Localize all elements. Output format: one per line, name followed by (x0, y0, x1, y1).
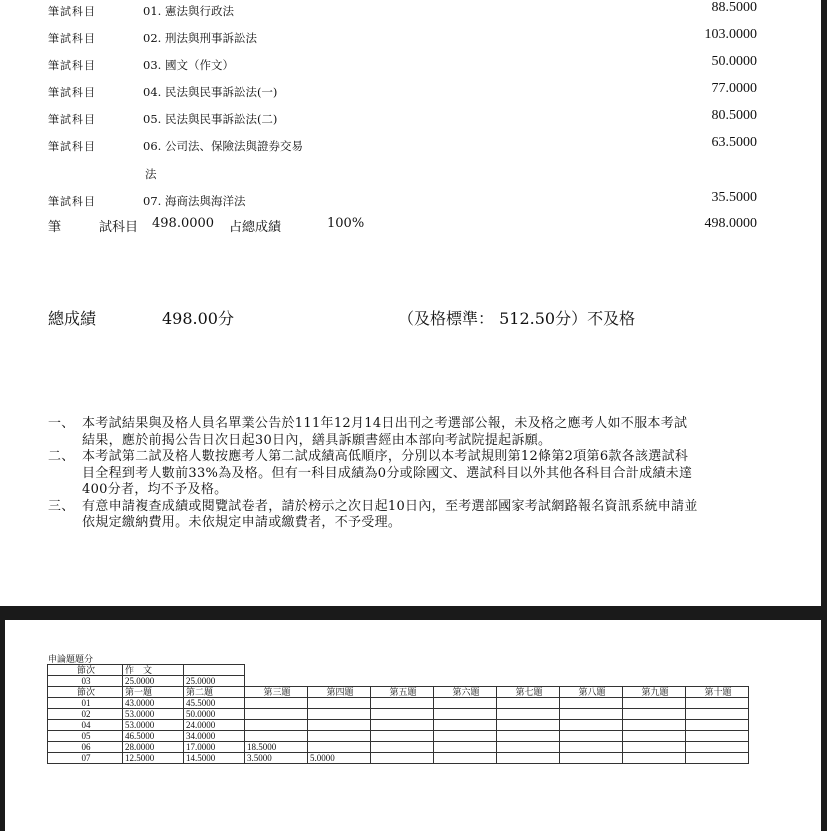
summary-total: 498.0000 (152, 216, 215, 231)
table-cell (497, 753, 560, 764)
subject-score: 80.5000 (711, 108, 757, 123)
table-row (48, 676, 749, 687)
table-cell (686, 753, 749, 764)
table-cell: 作 文 (123, 665, 184, 676)
table-cell: 3.5000 (245, 753, 308, 764)
subject-score: 35.5000 (711, 190, 757, 205)
table-cell: 04 (48, 720, 123, 731)
table-cell: 第七題 (497, 687, 560, 698)
note-text: 本考試第二試及格人數按應考人第二試成績高低順序，分別以本考試規則第12條第2項第6款各該選試科目全程到考人數前33%為及格。但有一科目成績為0分或除國文、選試科目以外其他各科目合計成績未達400分者，均不予及格。 (82, 449, 693, 497)
note-item (48, 499, 698, 532)
subject-label: 筆試科目 (48, 113, 96, 126)
table-cell: 28.0000 (123, 742, 184, 753)
subject-name: 03. 國文（作文） (143, 58, 234, 72)
table-cell: 53.0000 (123, 720, 184, 731)
subject-score: 88.5000 (711, 0, 757, 15)
table-cell (560, 742, 623, 753)
table-cell (245, 698, 308, 709)
table-cell: 第四題 (308, 687, 371, 698)
table-cell: 17.0000 (184, 742, 245, 753)
table-cell: 25.0000 (184, 676, 245, 687)
table-cell: 節次 (48, 665, 123, 676)
note-marker: 二、 (48, 449, 75, 464)
subject-name: 04. 民法與民事訴訟法(一) (143, 85, 278, 99)
table-cell (560, 709, 623, 720)
note-marker: 三、 (48, 498, 75, 514)
summary-score: 498.0000 (704, 216, 757, 231)
subject-row (0, 108, 821, 130)
note-item (48, 449, 698, 499)
table-cell: 01 (48, 698, 123, 709)
table-cell: 24.0000 (184, 720, 245, 731)
table-cell (434, 720, 497, 731)
table-cell (623, 742, 686, 753)
table-cell (308, 698, 371, 709)
subject-name: 01. 憲法與行政法 (143, 4, 234, 18)
summary-char: 筆 (48, 220, 62, 235)
table-cell (434, 742, 497, 753)
table-cell (434, 698, 497, 709)
note-text: 有意申請複查成績或閱覽試卷者，請於榜示之次日起10日內，至考選部國家考試網路報名資訊系統申請並依規定繳納費用。未依規定申請或繳費者，不予受理。 (82, 498, 698, 530)
table-row (48, 665, 749, 676)
table-cell (245, 731, 308, 742)
essay-score-page (5, 620, 821, 831)
subject-name: 02. 刑法與刑事訴訟法 (143, 31, 257, 45)
subject-score: 50.0000 (711, 54, 757, 69)
table-cell: 5.0000 (308, 753, 371, 764)
table-cell (560, 720, 623, 731)
table-cell (245, 720, 308, 731)
table-cell (623, 753, 686, 764)
table-cell: 43.0000 (123, 698, 184, 709)
table-cell: 第二題 (184, 687, 245, 698)
summary-label: 占總成績 (229, 220, 282, 235)
table-cell (371, 720, 434, 731)
table-cell: 12.5000 (123, 753, 184, 764)
table-cell (560, 698, 623, 709)
table-cell (686, 731, 749, 742)
subject-name: 05. 民法與民事訴訟法(二) (143, 112, 278, 126)
table-cell: 25.0000 (123, 676, 184, 687)
table-cell (371, 698, 434, 709)
table-cell: 06 (48, 742, 123, 753)
subject-label: 筆試科目 (48, 195, 96, 208)
table-cell (434, 753, 497, 764)
subject-label: 筆試科目 (48, 32, 96, 45)
table-cell: 18.5000 (245, 742, 308, 753)
table-cell (686, 742, 749, 753)
subject-name-continuation: 法 (145, 167, 157, 181)
table-cell (623, 698, 686, 709)
subject-score: 63.5000 (711, 135, 757, 150)
table-cell (560, 731, 623, 742)
total-score: 498.00分 (162, 309, 234, 328)
table-row (48, 731, 749, 742)
table-cell (497, 709, 560, 720)
table-cell (497, 731, 560, 742)
table-cell: 03 (48, 676, 123, 687)
table-row (48, 720, 749, 731)
table-row (48, 742, 749, 753)
table-cell: 02 (48, 709, 123, 720)
subject-row (0, 81, 821, 103)
table-cell: 第九題 (623, 687, 686, 698)
subject-row (0, 190, 821, 212)
subject-label: 筆試科目 (48, 86, 96, 99)
subject-row (0, 135, 821, 157)
total-label: 總成績 (48, 309, 97, 328)
table-cell (308, 709, 371, 720)
table-cell (497, 720, 560, 731)
table-cell (686, 698, 749, 709)
subject-name: 07. 海商法與海洋法 (143, 194, 246, 208)
essay-table-title: 申論題題分 (48, 655, 94, 665)
table-cell: 50.0000 (184, 709, 245, 720)
table-cell (371, 731, 434, 742)
pass-standard: （及格標準： 512.50分）不及格 (398, 309, 636, 328)
note-marker: 一、 (48, 416, 75, 431)
table-cell: 第三題 (245, 687, 308, 698)
table-cell (308, 720, 371, 731)
table-row (48, 709, 749, 720)
table-cell (245, 709, 308, 720)
subject-score: 77.0000 (711, 81, 757, 96)
table-cell (434, 709, 497, 720)
essay-score-table (47, 664, 749, 764)
table-cell (434, 731, 497, 742)
subject-row (0, 0, 821, 22)
summary-percent: 100% (327, 216, 365, 231)
notes-section (48, 416, 698, 532)
subject-score: 103.0000 (704, 27, 757, 42)
table-cell: 第八題 (560, 687, 623, 698)
table-cell: 45.5000 (184, 698, 245, 709)
table-cell (308, 742, 371, 753)
table-cell: 第五題 (371, 687, 434, 698)
table-cell (560, 753, 623, 764)
table-cell: 第十題 (686, 687, 749, 698)
table-cell: 07 (48, 753, 123, 764)
table-cell: 第一題 (123, 687, 184, 698)
table-row (48, 753, 749, 764)
table-cell: 節次 (48, 687, 123, 698)
table-cell: 46.5000 (123, 731, 184, 742)
table-cell (623, 709, 686, 720)
table-cell (371, 709, 434, 720)
table-cell: 14.5000 (184, 753, 245, 764)
table-cell (184, 665, 245, 676)
table-cell (308, 731, 371, 742)
table-cell: 53.0000 (123, 709, 184, 720)
note-item (48, 416, 698, 449)
table-row (48, 698, 749, 709)
subject-label: 筆試科目 (48, 140, 96, 153)
table-cell (623, 720, 686, 731)
table-cell (371, 742, 434, 753)
table-row (48, 687, 749, 698)
table-cell: 05 (48, 731, 123, 742)
table-cell (371, 753, 434, 764)
table-cell (497, 742, 560, 753)
subject-label: 筆試科目 (48, 5, 96, 18)
table-cell: 第六題 (434, 687, 497, 698)
note-text: 本考試結果與及格人員名單業公告於111年12月14日出刊之考選部公報，未及格之應考人如不服本考試結果，應於前揭公告日次日起30日內，繕具訴願書經由本部向考試院提起訴願。 (82, 416, 688, 448)
subject-row (0, 27, 821, 49)
table-cell (686, 720, 749, 731)
subject-label: 筆試科目 (48, 59, 96, 72)
summary-subject: 試科目 (99, 220, 139, 235)
subject-row (0, 54, 821, 76)
subject-name: 06. 公司法、保險法與證券交易 (143, 139, 303, 153)
table-cell: 34.0000 (184, 731, 245, 742)
table-cell (623, 731, 686, 742)
table-cell (497, 698, 560, 709)
table-cell (686, 709, 749, 720)
